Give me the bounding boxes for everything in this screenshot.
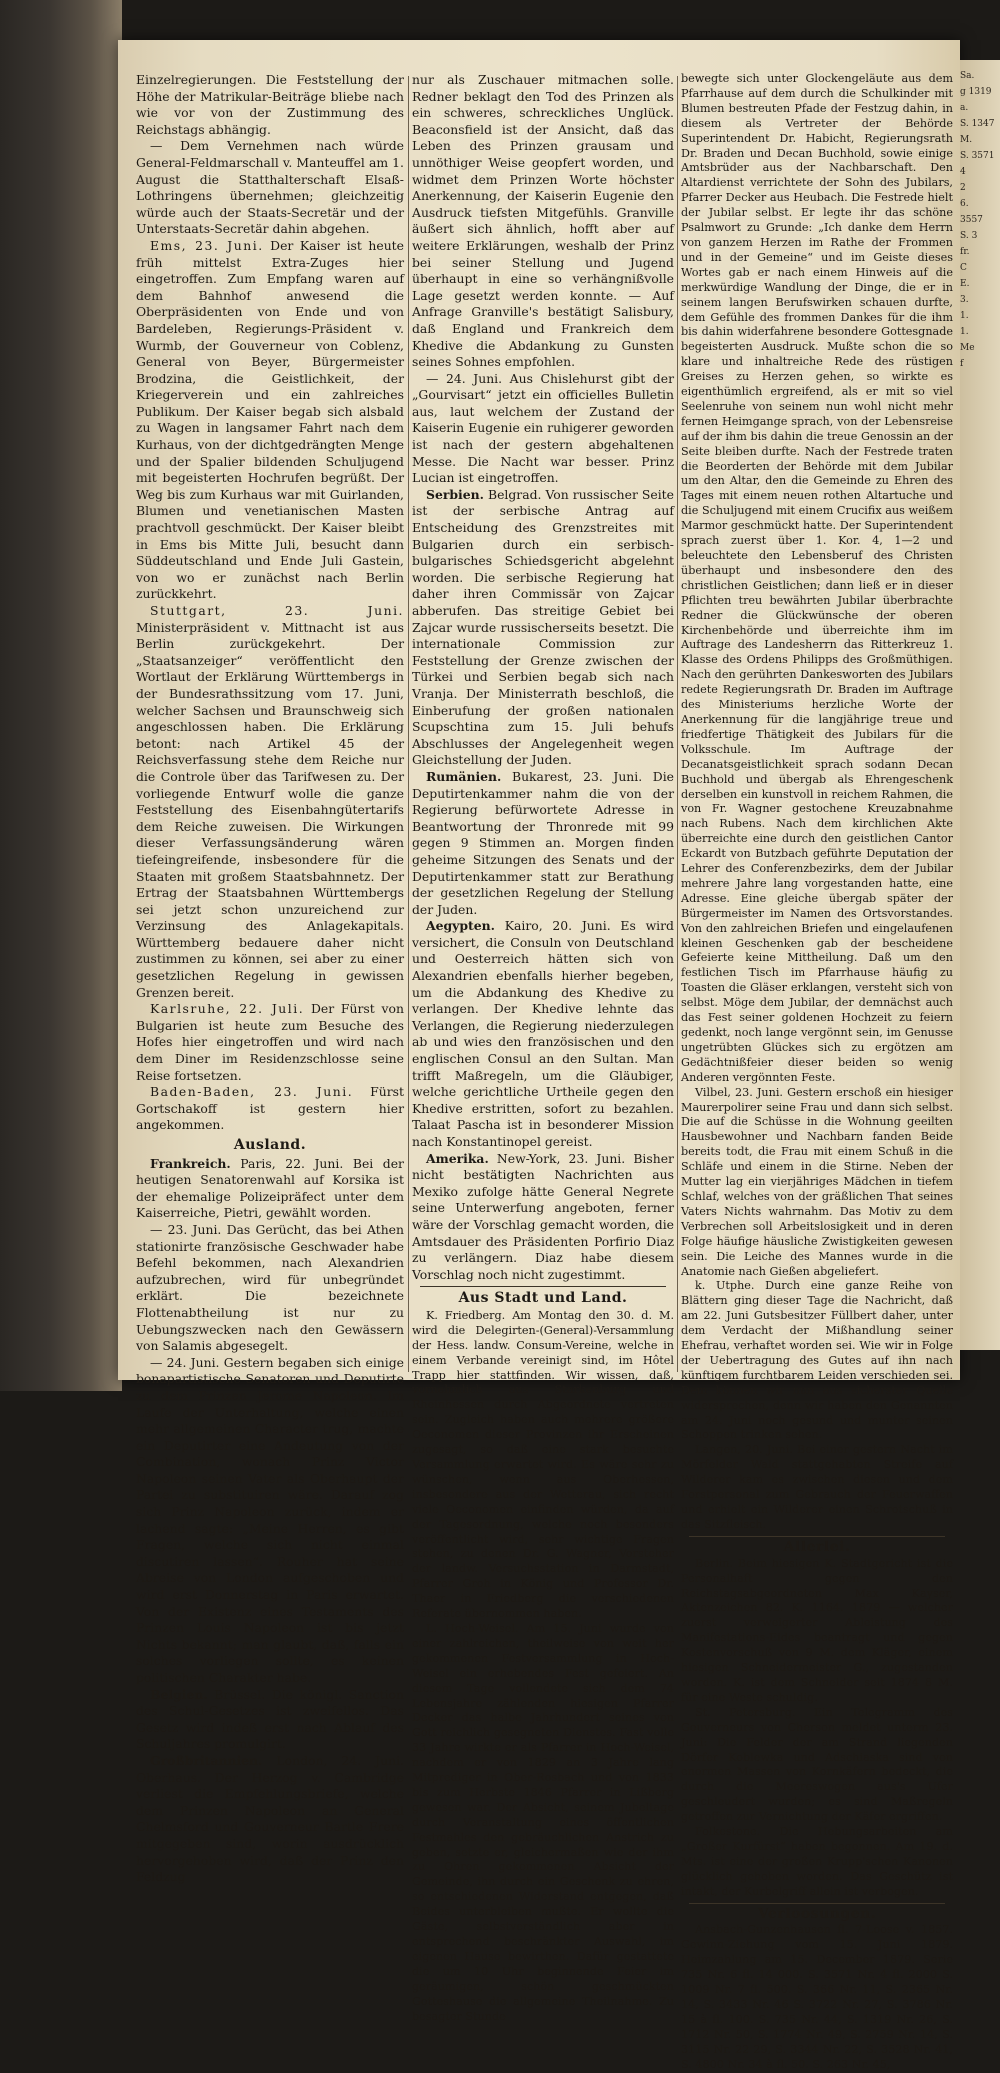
article-text: L. Hoch-Weisel. Am 15. Juni wurde von einer zahlreichen, theilweise von weit her gekommenen Festversammlung in Hoch-Weisel ein erhebendes Fest gefeiert. An diesem Tage vollendete sich dem 74 Lebensjahre zählenden hiesigen Pfarrer Decker das halbe Jahrhundert seines von Gott reichlich gesegneten Dienstes. Fast volle 33 Jahre wirkte er als Pfarrer in Hoch-Weisel, nachdem er von 1829 an 3 Jahre lang Mitprediger in Ober-Rosbach und von 1833 bis zum Herbste 1846 Pfarrer in Lißberg gewesen war. Der Absicht, seinem Jubeltage durch Veranstaltung eines öffentlichen Festmahles den gebräuchlichen Anstrich zu geben, setzte er, gleichermaßen wie der ihm zu Ohren gekommenen Absicht der Gemeinde, ihn durch ein Geschenk zu ehren, so entschiedenen Widerstand entgegen, daß Beides unterbleiben mußte. Er wollte die Gäste, selbstverständlich aber in entsprechend beschränkter Auswahl, im eigenen Hause bewirthen. Dafür gestattete die um 10 Uhr beginnende Feier im geräumigen, schön geschmückten Gotteshause die allgemeine Theilnahme. Zu besagter Stunde bbox=[412, 1621, 674, 2023]
news-item-stuttgart bbox=[136, 603, 404, 1001]
news-item-ems bbox=[136, 238, 404, 603]
country-heading: Großbritannien. bbox=[150, 1752, 263, 1768]
news-item-baden-baden bbox=[136, 1084, 404, 1134]
edge-text-fragment: fr. bbox=[960, 247, 970, 257]
edge-text-fragment: Me bbox=[960, 343, 975, 353]
article-text: St. Petersburg. Ein Telegramm des Gouverneurs von Cherson meldet unterm 23. Juni: Die Felder der am Strand liegenden Dörfer Koblewka und Adschiaska sind von enormen Massen von Kornkäfern bedeckt, die durch die Meereswogen aus's Ufer geschleudert wurden; es sind Maßregeln getroffen zur Vernichtung der Käfer ergriffen. bbox=[681, 1705, 953, 1824]
country-heading: Aegypten. bbox=[426, 918, 495, 934]
article-text: Brüssel. Die königl. Sanction des Schul-Gesetzes ist zweifellos. Das Gesetz wird indeß erst nach Ablauf des Schuljahres promulgirt. bbox=[136, 1686, 404, 1752]
column-2 bbox=[412, 72, 674, 2023]
article-text: nur als Zuschauer mitmachen solle. Redner beklagt den Tod des Prinzen als ein schweres, schreckliches Unglück. Beaconsfield ist der Ansicht, daß das Leben des Prinzen grausam und unnöthiger Weise geopfert worden, und widmet dem Prinzen Worte höchster Anerkennung, der Kaiserin Eugenie den Ausdruck tiefsten Mitgefühls. Granville äußert sich ähnlich, hofft aber auf weitere Erklärungen, weshalb der Prinz bei seiner Stellung und Jugend überhaupt in eine so verhängnißvolle Lage gesetzt werden konnte. — Auf Anfrage Granville's bestätigt Salisbury, daß England und Frankreich dem Khedive die Abdankung zu Gunsten seines Sohnes empfohlen. bbox=[412, 72, 674, 370]
article-text: Kairo, 20. Juni. Es wird versichert, die Consuln von Deutschland und Oesterreich hätten sich von Alexandrien ebenfalls hierher begeben, um die Abdankung des Khedive zu verlangen. Der Khedive lehnte das Verlangen, die Regierung niederzulegen ab und wies den französischen und den englischen Consul an den Sultan. Man trifft Maßregeln, um die Gläubiger, welche gerichtliche Urtheile gegen den Khedive erstritten, sofort zu bezahlen. Talaat Pascha ist in besonderer Mission nach Konstantinopel gereist. bbox=[412, 918, 674, 1149]
article-text: Langen, 20. Juni. Bei einer gestern Nacht im Mörfelder Wald stattgehabten Streife auf Wilderer kam es zwischen diesen und dem Forstpersonal zum Gebrauch der Feuerwaffen und erhielt ein Wilderer einen Schrotschuß in das Sitzfleisch. bbox=[681, 1443, 953, 1531]
edge-text-fragment: C bbox=[960, 263, 967, 273]
article-text: New-York, 23. Juni. Bisher nicht bestätigten Nachrichten aus Mexiko zufolge hätte General Negrete seine Unterwerfung angeboten, ferner wäre der Vorschlag gemacht worden, die Amtsdauer des Präsidenten Porfirio Diaz zu verlängern. Diaz habe diesem Vorschlag noch nicht zugestimmt. bbox=[412, 1150, 674, 1282]
column-1 bbox=[136, 72, 404, 1885]
country-heading: Amerika. bbox=[426, 1150, 489, 1166]
article-text: Vilbel, 23. Juni. Gestern erschoß ein hiesiger Maurerpolirer seine Frau und dann sich selbst. Die auf die Schüsse in die Wohnung geeilten Hausbewohner und Nachbarn fanden Beide bereits todt, die Frau mit einem Schuß in die Schläfe und einem in die Stirne. Neben der Mutter lag ein vierjähriges Mädchen in tiefem Schlaf, welches von der gräßlichen That seines Vaters Nichts wahrnahm. Das Motiv zu dem Verbrechen soll Arbeitslosigkeit und in deren Folge häufige häusliche Zwistigkeiten gewesen sein. Die Leiche des Mannes wurde in die Anatomie nach Gießen abgeliefert. bbox=[681, 1085, 953, 1278]
news-item-aegypten bbox=[412, 918, 674, 1150]
book-spine bbox=[0, 0, 122, 1391]
edge-text-fragment: Sa. bbox=[960, 71, 975, 81]
country-heading: Serbien. bbox=[426, 486, 484, 502]
news-item-amerika bbox=[412, 1151, 674, 1284]
section-rule bbox=[689, 1536, 945, 1537]
article-text: k. Utphe. Durch eine ganze Reihe von Blättern ging dieser Tage die Nachricht, daß am 22. Juni Gutsbesitzer Füllbert daher, unter dem Verdacht der Mißhandlung seiner Ehefrau, verhaftet worden sei. Wie wir in Folge der Uebertragung des Gutes auf ihn nach künftigem furchtbarem Leiden verschieden sei. Dem können wir nun aus sicherster Quelle widersprechen, denn wir haben den Genannten am 24. Juni noch gesund und munter seinen Schoppen trinken sehen. bbox=[681, 1279, 953, 1442]
edge-text-fragment: f bbox=[960, 359, 964, 369]
edge-text-fragment: 3557 bbox=[960, 215, 983, 225]
dateline: Karlsruhe, 22. Juli. bbox=[150, 1001, 305, 1017]
section-heading-ausland: Ausland. bbox=[233, 1137, 307, 1153]
country-heading: Rumänien. bbox=[426, 768, 502, 784]
article-text: Fürst Gortschakoff ist gestern hier angekommen. bbox=[136, 1084, 404, 1133]
article-text: — 23. Juni. Das Gerücht, das bei Athen stationirte französische Geschwader habe Befehl bekommen, nach Alexandrien aufzubrechen, wird für unbegründet erklärt. Die bezeichnete Flottenabtheilung ist nur zu Uebungszwecken nach den Gewässern von Salamis abgesegelt. bbox=[136, 1221, 404, 1354]
article-text: bewegte sich unter Glockengeläute aus dem Pfarrhause auf dem durch die Schulkinder mit Blumen bestreuten Pfade der Festzug dahin, in diesem als Vertreter der Behörde Superintendent Dr. Habicht, Regierungsrath Dr. Braden und Decan Buchhold, sowie einige Amtsbrüder aus der Nachbarschaft. Den Altardienst verrichtete der Sohn des Jubilars, Pfarrer Decker aus Heubach. Die Festrede hielt der Jubilar selbst. Er legte ihr das schöne Psalmwort zu Grunde: „Ich danke dem Herrn von ganzem Herzen im Rathe der Frommen und in der Gemeine“ und im Geiste dieses Wortes gab er nach einem Hinweis auf die merkwürdige Wandlung der Dinge, die er in seinem langen Berufswirken schauen durfte, dem Gefühle des frommen Dankes für die ihm bis dahin widerfahrene besondere Gottesgnade begeisterten Ausdruck. Mußte schon die so klare und inhaltreiche Rede des rüstigen Greises zu Herzen gehen, so wirkte es eigenthümlich ergreifend, als er mit so viel Seelenruhe von seinem nun wohl nicht mehr fernen Heimgange sprach, von der Lebensreise auf der ihm bis dahin die treue Genossin an der Seite bleiben durfte. Nach der Festrede traten die Beorderten der Behörde mit dem Jubilar um den Altar, den die Gemeinde zu Ehren des Tages mit einem neuen rothen Altartuche und die Schuljugend mit einem Crucifix aus weißem Marmor geschmückt hatte. Der Superintendent sprach zuerst über 1. Kor. 4, 1—2 und beleuchtete den Lebensberuf des Christen überhaupt und insbesondere den des christlichen Geistlichen; dann ließ er in dieser Pflichten treu bewährten Jubilar überbrachte Redner die Glückwünsche der oberen Kirchenbehörde und überreichte ihm im Auftrage des Landesherrn das Ritterkreuz 1. Klasse des Ordens Philipps des Großmüthigen. Nach den gerührten Dankesworten des Jubilars redete Regierungsrath Dr. Braden im Auftrage des Ministeriums herzliche Worte der Anerkennung für die langjährige treue und friedfertige Thätigkeit des Jubilars für die Volksschule. Im Auftrage der Decanatsgeistlichkeit sprach sodann Decan Buchhold und übergab als Ehrengeschenk derselben ein kunstvoll in reichem Rahmen, die von Fr. Wagner gestochene Kreuzabnahme nach Rubens. Nach dem kirchlichen Akte überreichte eine durch den geistlichen Cantor Eckardt von Butzbach geführte Deputation der Lehrer des Conferenzbezirks, dem der Jubilar mehrere Jahre lang vorgestanden hatte, eine Adresse. Eine gleiche übergab später der Bürgermeister im Namen des Ortsvorstandes. Von den zahlreichen Briefen und eingelaufenen kleinen Geschenken gab der bescheidene Gefeierte keine Mittheilung. Daß um den festlichen Tisch im Pfarrhause häufig zu Toasten die Gläser erklangen, versteht sich von selbst. Möge dem Jubilar, der demnächst auch das Fest seiner goldenen Hochzeit zu feiern gedenkt, noch lange vergönnt sein, im Genusse ungetrübten Glückes sich zu ergötzen am Gedächtnißfeier dieser beiden so wenig Anderen vergönnten Feste. bbox=[681, 72, 953, 1084]
article-text: Paris, 22. Juni. Bei der heutigen Senatorenwahl auf Korsika ist der ehemalige Polizeipräfect unter dem Kaiserreiche, Pietri, gewählt worden. bbox=[136, 1155, 404, 1221]
article-text: — 24. Juni. Gestern begaben sich einige bonapartistische Senatoren und Deputirte zu dem Prinzen Jerome Napoleon. Im Laufe der Unterhaltung, welche einen mehr allgemeinen Character trug, machte ein Deputirter eine Andeutung von der Combination, wonach Prinz Victor Napoleon seinen Vater als Oberhaupt der Partei zu substituiren wäre. Darauf zog sich Prinz Napoleon zurück, indem er lachend sagte: „Meine Herren, es gibt Fragen, welche sich nicht einmal discutiren lassen“. Rouher hat seine Abreise von London aufgeschoben und wird erst Donnerstag in Paris erwartet. Von der Existenz eines Testaments des Prinzen Louis Napoleon ist bis jetzt Nichts bekannt; man glaubt, daß, falls ein solches vorliegen sollte, es keinen politischen Charakter habe. bbox=[136, 1354, 404, 1685]
news-item-rumaenien bbox=[412, 769, 674, 918]
edge-text-fragment: 6. bbox=[960, 199, 969, 209]
article-text: Ministerpräsident v. Mittnacht ist aus Berlin zurückgekehrt. Der „Staatsanzeiger“ veröffentlicht den Wortlaut der Erklärung Württembergs in der Bundesrathssitzung vom 17. Juni, welcher Sachsen und Braunschweig sich angeschlossen haben. Die Erklärung betont: nach Artikel 45 der Reichsverfassung stehe dem Reiche nur die Controle über das Tarifwesen zu. Der vorliegende Entwurf wolle die ganze Feststellung des Eisenbahngütertarifs dem Reiche zuweisen. Die Wirkungen dieser Verfassungsänderung wären tiefeingreifende, insbesondere für die Staaten mit großem Staatsbahnnetz. Der Ertrag der Staatsbahnen Württembergs sei jetzt schon unzureichend zur Verzinsung des Anlagekapitals. Württemberg bedauere daher nicht zustimmen zu können, sei aber zu einer gesetzlichen Regelung in gewissen Grenzen bereit. bbox=[136, 619, 404, 1000]
edge-text-fragment: S. 3 bbox=[960, 231, 978, 241]
dateline: Stuttgart, 23. Juni. bbox=[150, 603, 404, 618]
section-rule bbox=[420, 1286, 666, 1287]
news-item-grossbritannien bbox=[136, 1753, 404, 1886]
article-text: K. Friedberg. Am Montag den 30. d. M. wird die Delegirten-(General)-Versammlung der Hess. landw. Consum-Vereine, welche in einem Verbande vereinigt sind, im Hôtel Trapp hier stattfinden. Wir wissen, daß, vornehmlich aus Starkenburg und Rheinhessen durch Abgeordnete vertreten sein. Zugleich haben auch mehrere größere Oeconomen dieser Provinzen ihr Erscheinen zugesagt, so daß eine stark besuchte Versammlung erwartet wird. Es wäre sehr zu wünschen, wenn aus Oberhessen, insbesondere aus der Wetterau, sich recht viele Oeconomen einfinden würden, da auf der Tagesordnung, welche noch besonders veröffentlicht wird, sehr wichtige Fragen stehen, zu denen Dr. G. Wagner, Vorsteher der landw. Versuchsstation in Darmstadt, Pfarrer Groh in König und Professor Dr. Thaer in Friedberg die verschiedenen Referate übernommen haben. bbox=[412, 1308, 674, 1621]
article-text: Belgrad. Von russischer Seite ist der serbische Antrag auf Entscheidung des Grenzstreites mit Bulgarien durch ein serbisch-bulgarisches Schiedsgericht abgelehnt worden. Die serbische Regierung hat daher ihren Commissär von Zajcar abberufen. Das streitige Gebiet bei Zajcar wurde russischerseits besetzt. Die internationale Commission zur Feststellung der Grenze zwischen der Türkei und Serbien begab sich nach Vranja. Der Ministerrath beschloß, die Einberufung der großen nationalen Scupschtina zum 15. Juli behufs Abschlusses der Angelegenheit wegen Gleichstellung der Juden. bbox=[412, 486, 674, 768]
edge-text-fragment: a. bbox=[960, 103, 969, 113]
news-item-frankreich bbox=[136, 1156, 404, 1222]
article-text: Folkestone. Die Hebungsarbeiten am „Großer Kurfürst“ haben begonnen. Am 19. d. Mts. ist eine der großen Krupp'schen Kanonen glücklich gehoben worden. Das Geschütz ist intakt, der Kurbelgriff allein ist verbogen. bbox=[681, 1825, 953, 1898]
edge-text-fragment: 3. bbox=[960, 295, 969, 305]
country-heading: Frankreich. bbox=[150, 1155, 231, 1171]
article-text: Einzelregierungen. Die Feststellung der Höhe der Matrikular-Beiträge bliebe nach wie vor von der Zustimmung des Reichstags abhängig. bbox=[136, 72, 404, 137]
column-divider bbox=[408, 76, 409, 1372]
article-text: — Dem Vernehmen nach würde General-Feldmarschall v. Manteuffel am 1. August die Statthalterschaft Elsaß-Lothringens übernehmen; gleichzeitig würde auch der Staats-Secretär und der Unterstaats-Secretär dahin abgehen. bbox=[136, 138, 404, 237]
dateline: Ems, 23. Juni. bbox=[150, 237, 264, 253]
next-page-edge bbox=[960, 60, 1000, 1350]
article-text: — 24. Juni. Aus Chislehurst gibt der „Gourvisart“ jetzt ein officielles Bulletin aus, laut welchem der Zustand der Kaiserin Eugenie ein ruhigerer geworden ist nach der gestern abgehaltenen Messe. Die Nacht war besser. Prinz Lucian ist eingetroffen. bbox=[412, 370, 674, 486]
edge-text-fragment: 4 bbox=[960, 167, 966, 177]
article-text: London, 24. Juni. Oberhaus. Der Herzog v. Cambridge verliest die Empfehlungsbriefe, welche dem Prinzen Napoleon an General Chelmsford und Gouverneur Bartle Frere mitgegeben sind, worin ausdrücklich hervorgehoben wird, daß der Prinz den Feldzug bbox=[136, 1752, 404, 1885]
column-divider bbox=[677, 76, 678, 1372]
article-text: Bukarest, 23. Juni. Die Deputirtenkammer nahm die von der Regierung befürwortete Adresse in Beantwortung der Thronrede mit 99 gegen 9 Stimmen an. Morgen finden geheime Sitzungen des Senats und der Deputirtenkammer statt zur Berathung der gesetzlichen Regelung der Stellung der Juden. bbox=[412, 768, 674, 917]
edge-text-fragment: E. bbox=[960, 279, 970, 289]
dateline: Baden-Baden, 23. Juni. bbox=[150, 1084, 354, 1100]
column-3 bbox=[681, 72, 953, 2071]
section-rule bbox=[689, 1903, 945, 1904]
edge-text-fragment: 1. bbox=[960, 327, 969, 337]
edge-text-fragment: M. bbox=[960, 135, 973, 145]
news-item-serbien bbox=[412, 487, 674, 769]
article-text: Berlin. Beim hiesigen K. Stadtgericht ist die Personalhaft gegen den Reichstagsabgeordneten Max Kayser, Aktenzeichen 82. K. 1164. 1879 — welcher zuerst verweigerter Ableistung des Manifestations-Eides beantragt und gegen Kostenvorschuß von 9 M. dem Kläger, einem hiesigen Schneidermeister G., zugestanden worden. K. ist dem Schneider seit 1874 8 M. für eine Weste schuldig. bbox=[681, 1556, 953, 1704]
section-heading-allerlei: Allerlei. bbox=[783, 1538, 851, 1555]
edge-text-fragment: 2 bbox=[960, 183, 966, 193]
article-text: Der Fürst von Bulgarien ist heute zum Besuche des Hofes hier eingetroffen und wird nach dem Diner im Residenzschlosse seine Reise fortsetzen. bbox=[136, 1001, 404, 1083]
section-heading-stadt-und-land: Aus Stadt und Land. bbox=[458, 1290, 628, 1307]
news-item-karlsruhe bbox=[136, 1001, 404, 1084]
article-text: Der Kaiser ist heute früh mittelst Extra-Zuges hier eingetroffen. Zum Empfang waren auf dem Bahnhof anwesend die Oberpräsidenten von Ende und von Bardeleben, Regierungs-Präsident v. Wurmb, der Gouverneur von Coblenz, General von Beyer, Bürgermeister Brodzina, die Geistlichkeit, der Kriegerverein und ein zahlreiches Publikum. Der Kaiser begab sich alsbald zu Wagen in langsamer Fahrt nach dem Kurhaus, von der dichtgedrängten Menge und der Spalier bildenden Schuljugend mit begeisterten Hochrufen begrüßt. Der Weg bis zum Kurhaus war mit Guirlanden, Blumen und venetianischen Masten prachtvoll geschmückt. Der Kaiser bleibt in Ems bis Mitte Juli, besucht dann Süddeutschland und Ende Juli Gastein, von wo er zunächst nach Berlin zurückkehrt. bbox=[136, 237, 404, 602]
edge-text-fragment: g 1319 bbox=[960, 87, 992, 97]
edge-text-fragment: S. 3571 bbox=[960, 151, 995, 161]
edge-text-fragment: S. 1347 bbox=[960, 119, 995, 129]
lottery-results: Ansbach-Gunzenhausen fl. 7-Loose v. 1857. Gewinn-Ziehung vom 15. Juni 1879. Heimzahlung am 15. December 1879. Serie 735 Nr. 6 fl. 14 000. S. 3571 Nr. 4 fl. 2000 S. 1009 Nr. 7 fl. 500. S. 366 Nr. 11, S. 2365 Nr. 14, S. 3433 Nr. 46 S. 3722 Nr. 27, S. 3786 Nr. 15 à fl. 100. S. 735 Nr. 44, S. 1319 Nr. 26, S. 1712 Nr. 50, S. 1774 Nr. 49, S. 2759 Nr. 14, S. 3115 Nr. 22 29, S. 3344 Nr. 22, S. 3528 Nr. 41, S. 4800 Nr. 34 à fl. 50. S. 263 Nr. 45, bbox=[681, 1923, 953, 2071]
edge-text-fragment: 1. bbox=[960, 311, 969, 321]
news-item-belgien bbox=[136, 1687, 404, 1753]
section-heading-verloosungen: Verloosungen. bbox=[757, 1905, 877, 1922]
country-heading: Belgien. bbox=[150, 1686, 208, 1702]
